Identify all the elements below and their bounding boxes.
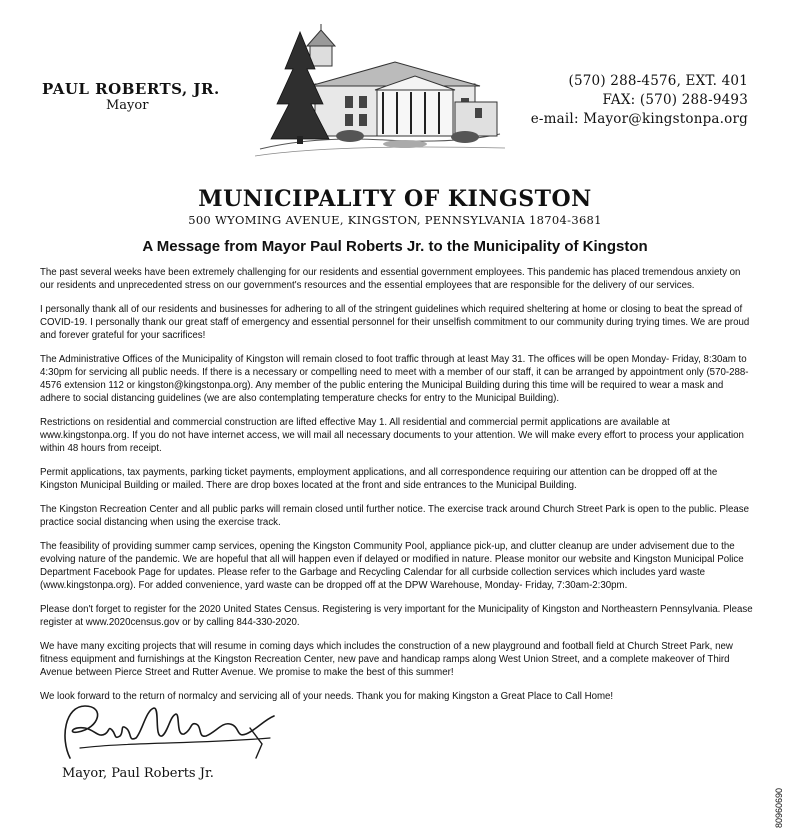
paragraph: The Administrative Offices of the Municipality of Kingston will remain closed to foot traffic through at least May 31. The offices will be open Monday- Friday, 8:30am to 4:30pm for servicing all public needs. If there is a necessary or compelling need to meet with a member of our staff, it can be arranged by appointment only (570-288-4576 extension 112 or kingston@kingstonpa.org). Any member of the public entering the Municipal Building during this time will be required to wear a mask and adhere to social distancing guidelines (we are also contemplating temperature checks for entry to the Municipal Building). xyxy=(40,354,749,404)
paragraph: The feasibility of providing summer camp services, opening the Kingston Community Pool, appliance pick-up, and clutter cleanup are under advisement due to the evolving nature of the pandemic. We are hopeful that all will happen even if delayed or modified in nature. Please monitor our website and Kingston Municipal Police Department Facebook Page for updates. Please refer to the Garbage and Recycling Calendar for all curbside collection services which includes yard waste (www.kingstonpa.org). For added convenience, yard waste can be dropped off at the DPW Warehouse, Monday- Friday, 7:30am-2:30pm. xyxy=(40,541,744,591)
message-body xyxy=(40,266,756,714)
paragraph: The Kingston Recreation Center and all public parks will remain closed until further notice. The exercise track around Church Street Park is open to the public. Please practice social distancing when using the exercise track. xyxy=(40,504,749,528)
email-address: e-mail: Mayor@kingstonpa.org xyxy=(530,111,748,127)
paragraph: I personally thank all of our residents and businesses for adhering to all of the stringent guidelines which required sheltering at home or closing to beat the spread of COVID-19. I personally thank our great staff of emergency and essential personnel for their unselfish commitment to our community during trying times. We are proud and forever grateful for your sacrifices! xyxy=(40,304,750,341)
contact-block xyxy=(531,72,748,129)
mayor-title: Mayor xyxy=(106,98,149,113)
mayor-name: PAUL ROBERTS, JR. xyxy=(42,80,220,98)
paragraph: Please don't forget to register for the 2020 United States Census. Registering is very important for the Municipality of Kingston and Northeastern Pennsylvania. Please register at www.2020census.gov or by calling 844-330-2020. xyxy=(40,604,753,628)
paragraph: Permit applications, tax payments, parking ticket payments, employment applications, and all correspondence requiring our attention can be dropped off at the Kingston Municipal Building or mailed. There are drop boxes located at the front and side entrances to the Municipal Building. xyxy=(40,467,718,491)
ad-number: 80960690 xyxy=(774,788,784,828)
municipal-building-illustration xyxy=(255,24,505,159)
municipality-address: 500 WYOMING AVENUE, KINGSTON, PENNSYLVANIA 18704-3681 xyxy=(188,213,602,227)
signature-caption: Mayor, Paul Roberts Jr. xyxy=(62,766,214,781)
paragraph: The past several weeks have been extremely challenging for our residents and essential government employees. This pandemic has placed tremendous anxiety on our residents and unprecedented stress on our government's resources and the essential employees that are responsible for the delivery of our services. xyxy=(40,267,741,291)
paragraph: We have many exciting projects that will resume in coming days which includes the construction of a new playground and football field at Church Street Park, new fitness equipment and furnishings at the Kingston Recreation Center, new pave and handicap ramps along West Union Street, and a complete makeover of Third Avenue between Pierce Street and Rutter Avenue. We promise to make the best of this summer! xyxy=(40,641,733,678)
fax-number: FAX: (570) 288-9493 xyxy=(602,92,748,108)
phone-number: (570) 288-4576, EXT. 401 xyxy=(568,73,748,89)
municipality-title: MUNICIPALITY OF KINGSTON xyxy=(198,186,592,212)
handwritten-signature xyxy=(50,698,290,768)
paragraph: We look forward to the return of normalcy and servicing all of your needs. Thank you for making Kingston a Great Place to Call Home! xyxy=(40,691,614,702)
message-title: A Message from Mayor Paul Roberts Jr. to the Municipality of Kingston xyxy=(142,238,648,255)
paragraph: Restrictions on residential and commercial construction are lifted effective May 1. All residential and commercial permit applications are available at www.kingstonpa.org. If you do not have internet access, we will mail all necessary documents to your attention. We will make every effort to process your application within 48 hours from receipt. xyxy=(40,417,744,454)
